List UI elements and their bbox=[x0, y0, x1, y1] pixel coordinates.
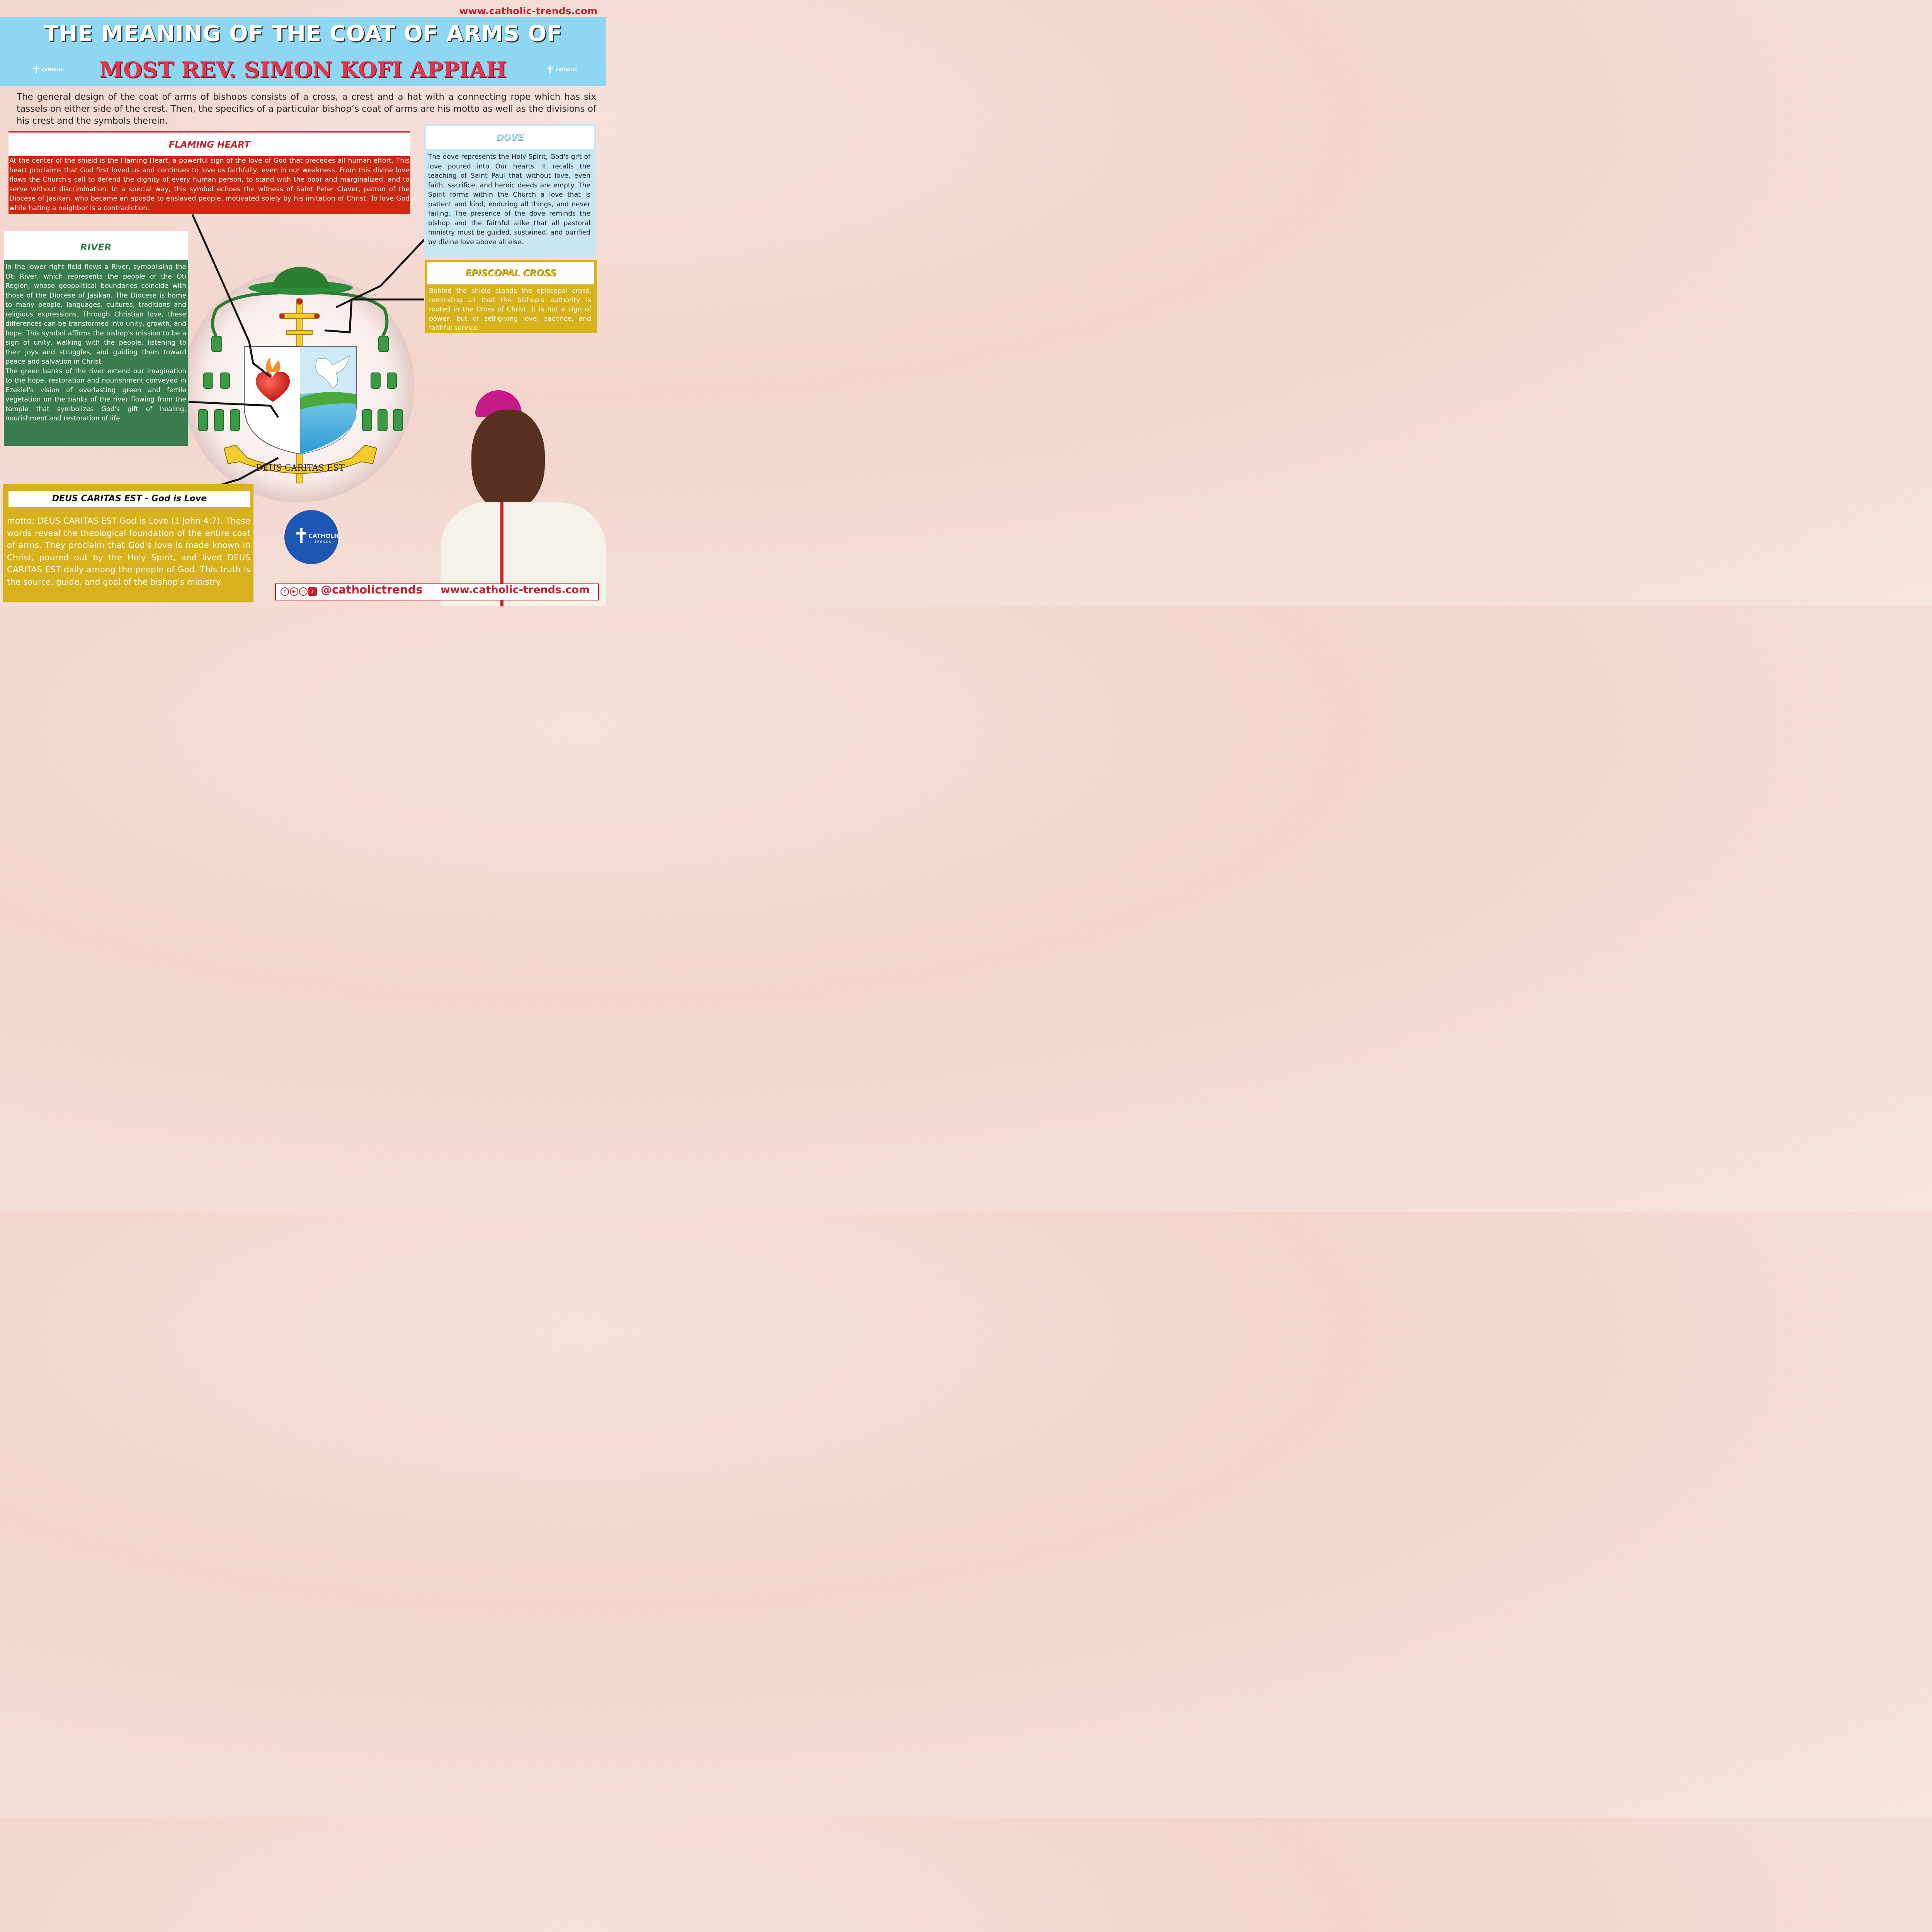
motto-heading-english: - God is Love bbox=[142, 494, 207, 503]
site-url-top[interactable]: www.catholic-trends.com bbox=[459, 5, 597, 17]
episcopal-cross-body: Behind the shield stands the episcopal cross, reminding all that the bishop's authority is rooted in the Cross of Christ. It is not a sign of power, but of self-giving love, sacrifice, and faithful service. bbox=[429, 287, 591, 332]
catholic-trends-logo-right: ✝ CATHOLIC bbox=[546, 63, 577, 76]
cross-icon: ✝ bbox=[293, 525, 310, 548]
facebook-icon[interactable]: f bbox=[281, 587, 289, 596]
social-handle[interactable]: @catholictrends bbox=[321, 583, 423, 596]
catholic-trends-logo-center: ✝ CATHOLIC TRENDS bbox=[284, 510, 338, 564]
motto-body: motto: DEUS CARITAS EST God is Love (1 John 4:7). These words reveal the theological foundation of the entire coat of arms. They proclaim that God's love is made known in Christ, poured out by the Holy Spirit, and lived DEUS CARITAS EST daily among the people of God. This truth is the source, guide, and goal of the bishop's ministry. bbox=[7, 516, 250, 587]
instagram-icon[interactable]: ◎ bbox=[299, 587, 308, 596]
river-body bbox=[4, 260, 188, 446]
site-url-bottom[interactable]: www.catholic-trends.com bbox=[440, 584, 590, 596]
scroll-text: DEUS CARITAS EST bbox=[256, 463, 345, 473]
river-body-paragraph-1: In the lower right field flows a River, symbolising the Oti River, which represents the people of the Oti Region, whose geopolitical boundaries coincide with those of the Diocese of Jasikan. The Diocese is home to many people, languages, cultures, traditions and religious expressions. Through Christian love, these differences can be transformed into unity, growth, and hope. This symbol affirms the bishop's mission to be a sign of unity, walking with the people, listening to their joys and struggles, and guiding them toward peace and salvation in Christ. bbox=[5, 263, 186, 366]
intro-paragraph: The general design of the coat of arms of bishops consists of a cross, a crest and a hat with a connecting rope which has six tassels on either side of the crest. Then, the specifics of a particular bishop’s coat of arms are his motto as well as the divisions of his crest and the symbols therein. bbox=[17, 92, 596, 126]
dove-body: The dove represents the Holy Spirit, God's gift of love poured into Our hearts. It recalls the teaching of Saint Paul that without love, even faith, sacrifice, and heroic deeds are empty. The Spirit forms within the Church a love that is patient and kind, enduring all things, and never failing. The presence of the dove reminds the bishop and the faithful alike that all pastoral ministry must be guided, sustained, and purified by divine love above all else. bbox=[428, 153, 590, 246]
flaming-heart-heading: FLAMING HEART bbox=[9, 131, 410, 157]
episcopal-cross-heading: EPISCOPAL CROSS bbox=[427, 262, 594, 284]
motto-heading bbox=[9, 491, 250, 507]
cross-icon: ✝ bbox=[32, 63, 41, 76]
motto-heading-latin: DEUS CARITAS EST bbox=[52, 494, 142, 503]
catholic-trends-logo-left: ✝ CATHOLIC bbox=[32, 63, 63, 76]
bishop-portrait bbox=[433, 390, 606, 606]
river-heading: RIVER bbox=[4, 231, 188, 260]
tiktok-icon[interactable]: ♪ bbox=[308, 587, 317, 596]
galero-hat-crown bbox=[272, 267, 329, 288]
page-subtitle: MOST REV. SIMON KOFI APPIAH bbox=[99, 57, 507, 83]
flaming-heart-body: At the center of the shield is the Flaming Heart, a powerful sign of the love of God that precedes all human effort. This heart proclaims that God first loved us and continues to love us faithfully, even in our weakness. From this divine love flows the Church's call to defend the dignity of every human person, to stand with the poor and marginalized, and to serve without discrimination. In a special way, this symbol echoes the witness of Saint Peter Claver, patron of the Diocese of Jasikan, who became an apostle to enslaved people, motivated solely by his imitation of Christ. To love God while hating a neighbor is a contradiction. bbox=[9, 156, 410, 214]
river-body-paragraph-2: The green banks of the river extend our imagination to the hope, restoration and nourishment conveyed in Ezekiel's vision of everlasting green and fertile vegetation on the banks of the river flowing from the temple that symbolizes God's gift of healing, nourishment and restoration of life. bbox=[5, 367, 186, 422]
youtube-icon[interactable]: ▶ bbox=[290, 587, 298, 596]
page-title: THE MEANING OF THE COAT OF ARMS OF bbox=[43, 21, 563, 46]
dove-heading: DOVE bbox=[426, 126, 594, 149]
cross-icon: ✝ bbox=[546, 63, 555, 76]
